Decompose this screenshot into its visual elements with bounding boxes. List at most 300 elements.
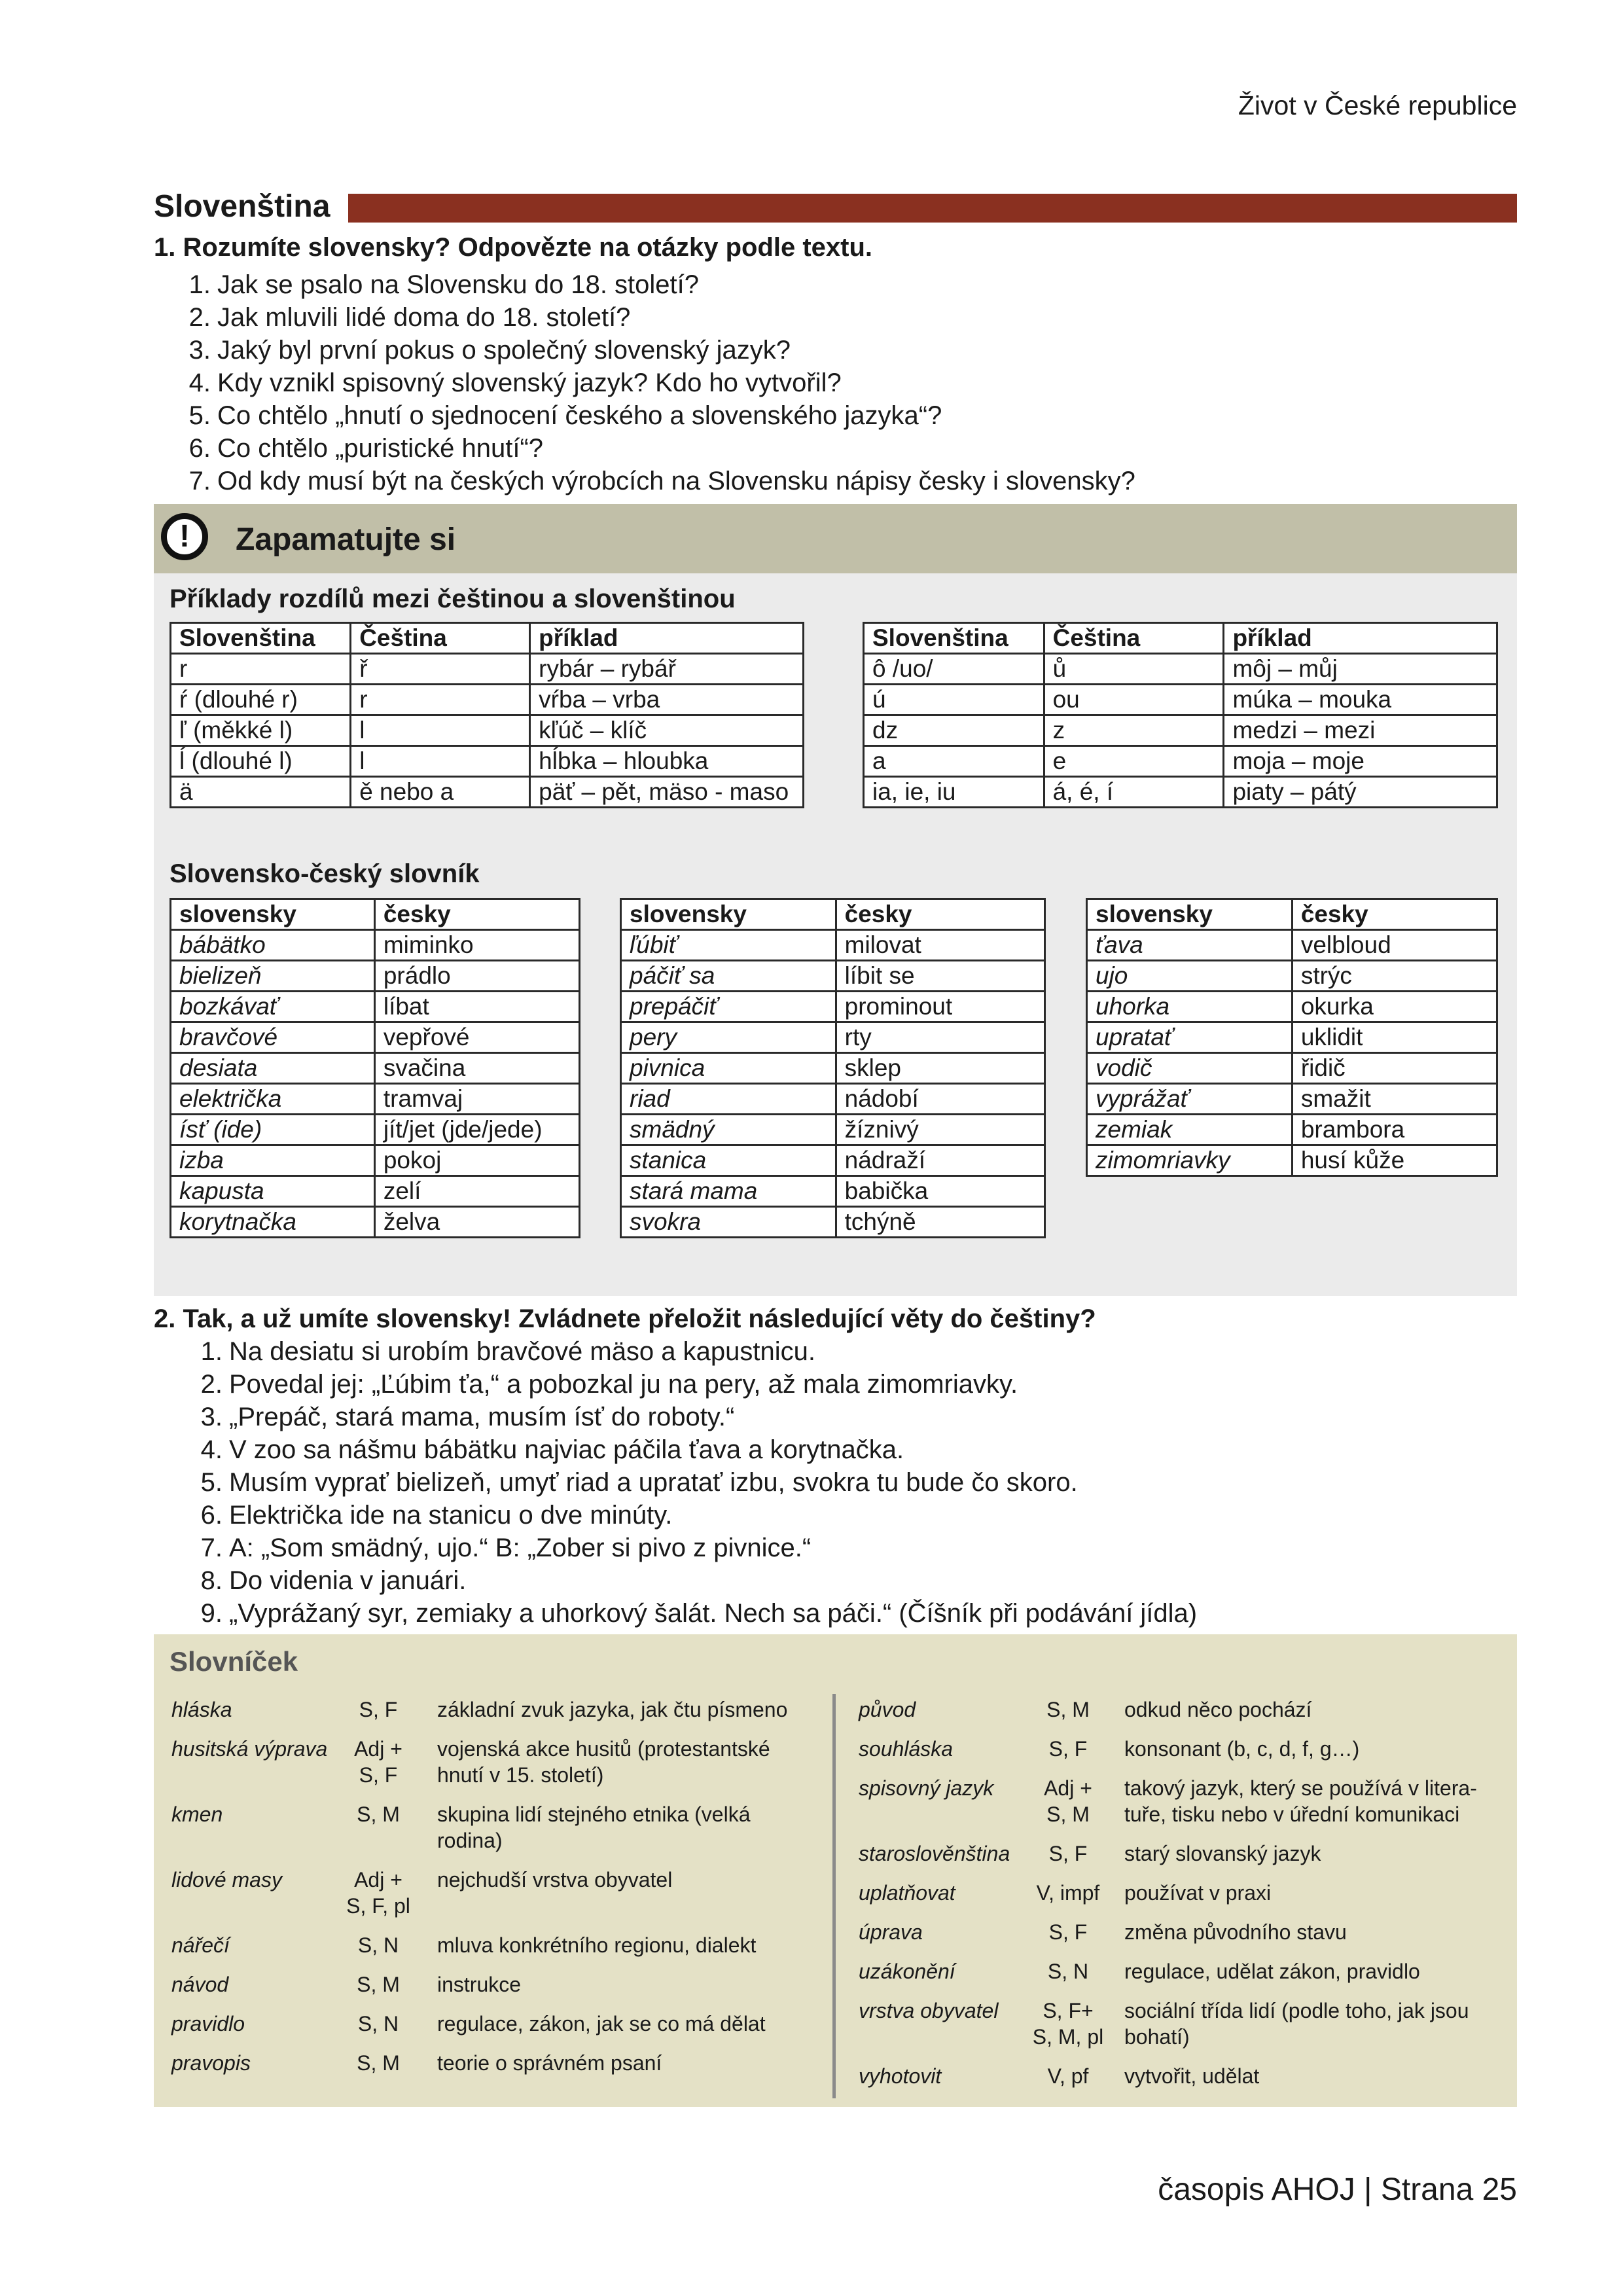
list-item [182, 268, 1135, 301]
table-row [1087, 1084, 1497, 1115]
grammar-line: S, M [357, 2051, 400, 2075]
table-cell: e [1044, 746, 1224, 777]
table-cell: ľ (měkké l) [171, 715, 351, 746]
table-cell: smädný [621, 1115, 836, 1145]
table-cell: ujo [1087, 961, 1293, 992]
table-row [864, 715, 1497, 746]
table-row [1087, 1053, 1497, 1084]
grammar-line: S, N [1047, 1960, 1089, 1983]
table-cell: hĺbka – hloubka [530, 746, 804, 777]
list-item [194, 1564, 1197, 1597]
table-cell: dz [864, 715, 1044, 746]
table-cell: moja – moje [1224, 746, 1497, 777]
table-cell: zimomriavky [1087, 1145, 1293, 1176]
list-item-number: 4. [188, 368, 211, 397]
list-item [182, 432, 1135, 465]
vocabulary-word: původ [859, 1698, 916, 1721]
vocabulary-definition [1124, 1958, 1517, 1984]
table-row [621, 1053, 1045, 1084]
table-row [171, 992, 580, 1022]
table-cell: kľúč – klíč [530, 715, 804, 746]
grammar-line: Adj + [1044, 1776, 1092, 1800]
vocabulary-definition [1124, 1998, 1517, 2050]
grammar-line: V, impf [1036, 1881, 1100, 1905]
table-cell: môj – můj [1224, 654, 1497, 685]
table-row [864, 654, 1497, 685]
column-header: česky [374, 899, 579, 930]
vocabulary-grammar [339, 1932, 418, 1958]
table-cell: r [171, 654, 351, 685]
definition-line: odkud něco pochází [1124, 1698, 1312, 1721]
table-cell: rybár – rybář [530, 654, 804, 685]
table-cell: svačina [374, 1053, 579, 1084]
grammar-line: S, F [359, 1698, 398, 1721]
vocabulary-grammar [339, 1736, 418, 1788]
table-row [1087, 930, 1497, 961]
table-cell: bozkávať [171, 992, 375, 1022]
dictionary-table-2 [620, 898, 1046, 1238]
table-cell: pivnica [621, 1053, 836, 1084]
table-row [171, 1207, 580, 1238]
list-item-text: Jak mluvili lidé doma do 18. století? [217, 303, 631, 332]
running-header: Život v České republice [1238, 90, 1517, 120]
table-row [171, 930, 580, 961]
table-cell: ísť (ide) [171, 1115, 375, 1145]
vocabulary-grammar [1029, 1998, 1107, 2050]
vocabulary-grammar [339, 1867, 418, 1919]
grammar-line: S, N [357, 2012, 399, 2036]
differences-title: Příklady rozdílů mezi češtinou a slovenštinou [169, 584, 736, 613]
page-footer [1158, 2172, 1517, 2208]
list-item [194, 1532, 1197, 1564]
vocabulary-definition [437, 1736, 804, 1788]
table-cell: okurka [1292, 992, 1497, 1022]
vocabulary-definition [437, 2011, 804, 2037]
table-cell: ř [351, 654, 530, 685]
list-item-text: V zoo sa nášmu bábätku najviac páčila ťava a korytnačka. [229, 1435, 904, 1464]
table-cell: vŕba – vrba [530, 685, 804, 715]
table-cell: babička [836, 1176, 1044, 1207]
vocabulary-word: vyhotovit [859, 2064, 942, 2088]
grammar-line: S, F [1048, 1737, 1088, 1761]
definition-line: bohatí) [1124, 2025, 1190, 2049]
vocabulary-definition [437, 1696, 804, 1723]
table-cell: smažit [1292, 1084, 1497, 1115]
table-cell: ô /uo/ [864, 654, 1044, 685]
table-cell: ě nebo a [351, 777, 530, 808]
column-header: slovensky [1087, 899, 1293, 930]
table-header-row [1087, 899, 1497, 930]
vocabulary-definition [437, 1867, 804, 1893]
vocabulary-grammar [1029, 1736, 1107, 1762]
vocabulary-word: husitská výprava [171, 1737, 328, 1761]
grammar-line: S, F, pl [346, 1894, 410, 1918]
list-item-number: 4. [200, 1435, 223, 1464]
list-item [194, 1466, 1197, 1499]
vocabulary-grammar [1029, 1775, 1107, 1827]
vocabulary-word: vrstva obyvatel [859, 1999, 999, 2022]
definition-line: skupina lidí stejného etnika (velká [437, 1803, 751, 1826]
definition-line: změna původního stavu [1124, 1920, 1347, 1944]
vocabulary-word: uzákonění [859, 1960, 955, 1983]
vocabulary-definition [1124, 2063, 1517, 2089]
table-cell: ľúbiť [621, 930, 836, 961]
table-cell: prominout [836, 992, 1044, 1022]
dictionary-table-3 [1086, 898, 1498, 1177]
definition-line: používat v praxi [1124, 1881, 1272, 1905]
list-item-number: 6. [188, 434, 211, 463]
column-header: česky [836, 899, 1044, 930]
grammar-line: S, F+ [1043, 1999, 1094, 2022]
list-item-text: „Prepáč, stará mama, musím ísť do roboty.“ [229, 1403, 735, 1431]
vocabulary-definition [1124, 1880, 1517, 1906]
list-item [194, 1368, 1197, 1401]
list-item-text: Na desiatu si urobím bravčové mäso a kapustnicu. [229, 1337, 815, 1366]
table-cell: ĺ (dlouhé l) [171, 746, 351, 777]
list-item-number: 1. [200, 1337, 223, 1366]
table-row [1087, 1145, 1497, 1176]
column-header: Slovenština [864, 623, 1044, 654]
magazine-name: časopis AHOJ [1158, 2172, 1355, 2207]
table-cell: nádobí [836, 1084, 1044, 1115]
vocabulary-word: nářečí [171, 1933, 230, 1957]
table-cell: tramvaj [374, 1084, 579, 1115]
definition-line: mluva konkrétního regionu, dialekt [437, 1933, 757, 1957]
table-header-row [171, 623, 804, 654]
definition-line: rodina) [437, 1829, 503, 1852]
table-cell: strýc [1292, 961, 1497, 992]
vocabulary-definition [1124, 1840, 1517, 1867]
grammar-line: S, F [1048, 1920, 1088, 1944]
vocabulary-grammar [1029, 1880, 1107, 1906]
table-cell: želva [374, 1207, 579, 1238]
list-item-text: A: „Som smädný, ujo.“ B: „Zober si pivo z pivnice.“ [229, 1534, 812, 1562]
exclamation-icon: ! [161, 513, 208, 560]
table-cell: uhorka [1087, 992, 1293, 1022]
list-item-text: Od kdy musí být na českých výrobcích na Slovensku nápisy česky i slovensky? [217, 467, 1135, 495]
vocabulary-word: hláska [171, 1698, 232, 1721]
vocabulary-word: pravidlo [171, 2012, 245, 2036]
list-item-text: Co chtělo „hnutí o sjednocení českého a slovenského jazyka“? [217, 401, 942, 430]
table-cell: ů [1044, 654, 1224, 685]
table-header-row [621, 899, 1045, 930]
table-header-row [171, 899, 580, 930]
table-row [171, 654, 804, 685]
table-cell: riad [621, 1084, 836, 1115]
table-cell: ä [171, 777, 351, 808]
list-item-number: 2. [200, 1370, 223, 1399]
vocabulary-definition [1124, 1696, 1517, 1723]
table-row [621, 1145, 1045, 1176]
table-header-row [864, 623, 1497, 654]
definition-line: základní zvuk jazyka, jak čtu písmeno [437, 1698, 788, 1721]
table-cell: stará mama [621, 1176, 836, 1207]
table-cell: l [351, 746, 530, 777]
definition-line: instrukce [437, 1973, 522, 1996]
table-cell: rty [836, 1022, 1044, 1053]
column-header: příklad [1224, 623, 1497, 654]
list-item-number: 6. [200, 1501, 223, 1530]
table-row [864, 685, 1497, 715]
table-row [1087, 1022, 1497, 1053]
table-cell: zemiak [1087, 1115, 1293, 1145]
grammar-line: S, M [1046, 1698, 1090, 1721]
vocabulary-word: úprava [859, 1920, 923, 1944]
table-cell: vyprážať [1087, 1084, 1293, 1115]
remember-title: Zapamatujte si [236, 522, 456, 557]
list-item [194, 1499, 1197, 1532]
table-row [1087, 961, 1497, 992]
table-cell: pery [621, 1022, 836, 1053]
vocabulary-word: pravopis [171, 2051, 251, 2075]
vocabulary-grammar [1029, 1696, 1107, 1723]
list-item-text: Električka ide na stanicu o dve minúty. [229, 1501, 673, 1530]
table-cell: ú [864, 685, 1044, 715]
vocabulary-grammar [339, 1801, 418, 1827]
vocabulary-grammar [1029, 1919, 1107, 1945]
table-row [864, 746, 1497, 777]
column-header: Čeština [351, 623, 530, 654]
list-item-text: „Vyprážaný syr, zemiaky a uhorkový šalát. Nech sa páči.“ (Číšník při podávání jídla) [229, 1599, 1198, 1628]
list-item [194, 1401, 1197, 1433]
table-row [171, 961, 580, 992]
table-cell: stanica [621, 1145, 836, 1176]
question2-list [194, 1335, 1197, 1630]
table-cell: jít/jet (jde/jede) [374, 1115, 579, 1145]
vocabulary-word: kmen [171, 1803, 223, 1826]
question1-heading: 1. Rozumíte slovensky? Odpovězte na otázky podle textu. [154, 233, 873, 262]
table-cell: prepáčiť [621, 992, 836, 1022]
grammar-line: Adj + [354, 1868, 402, 1892]
table-cell: upratať [1087, 1022, 1293, 1053]
table-cell: bielizeň [171, 961, 375, 992]
table-cell: milovat [836, 930, 1044, 961]
column-header: Slovenština [171, 623, 351, 654]
list-item [182, 301, 1135, 334]
list-item-number: 5. [200, 1468, 223, 1497]
definition-line: vytvořit, udělat [1124, 2064, 1260, 2088]
table-cell: líbat [374, 992, 579, 1022]
table-row [171, 1176, 580, 1207]
table-cell: bábätko [171, 930, 375, 961]
column-header: česky [1292, 899, 1497, 930]
grammar-line: S, M [357, 1973, 400, 1996]
list-item-text: Musím vyprať bielizeň, umyť riad a upratať izbu, svokra tu bude čo skoro. [229, 1468, 1078, 1497]
table-row [171, 1022, 580, 1053]
list-item-text: Kdy vznikl spisovný slovenský jazyk? Kdo ho vytvořil? [217, 368, 842, 397]
table-cell: piaty – pátý [1224, 777, 1497, 808]
differences-table-2 [863, 622, 1498, 808]
definition-line: takový jazyk, který se používá v litera- [1124, 1776, 1477, 1800]
vocabulary-word: souhláska [859, 1737, 954, 1761]
vocabulary-definition [437, 1932, 804, 1958]
column-header: příklad [530, 623, 804, 654]
table-row [864, 777, 1497, 808]
table-cell: pokoj [374, 1145, 579, 1176]
table-row [171, 1145, 580, 1176]
table-cell: vodič [1087, 1053, 1293, 1084]
list-item-text: Jaký byl první pokus o společný slovenský jazyk? [217, 336, 791, 365]
table-row [621, 1022, 1045, 1053]
list-item-number: 2. [188, 303, 211, 332]
table-cell: velbloud [1292, 930, 1497, 961]
table-cell: a [864, 746, 1044, 777]
grammar-line: S, M [357, 1803, 400, 1826]
list-item-text: Jak se psalo na Slovensku do 18. století? [217, 270, 700, 299]
column-header: slovensky [171, 899, 375, 930]
table-row [171, 685, 804, 715]
vocabulary-word: lidové masy [171, 1868, 282, 1892]
section-title: Slovenština [154, 189, 330, 224]
column-header: Čeština [1044, 623, 1224, 654]
vocabulary-word: návod [171, 1973, 229, 1996]
table-cell: ťava [1087, 930, 1293, 961]
list-item-number: 1. [188, 270, 211, 299]
table-row [171, 777, 804, 808]
vocabulary-word: spisovný jazyk [859, 1776, 994, 1800]
dictionary-title: Slovensko-český slovník [169, 859, 480, 888]
table-cell: prádlo [374, 961, 579, 992]
vocabulary-title: Slovníček [169, 1646, 298, 1677]
table-row [621, 930, 1045, 961]
table-cell: múka – mouka [1224, 685, 1497, 715]
vocabulary-word: uplatňovat [859, 1881, 955, 1905]
vocabulary-grammar [339, 2011, 418, 2037]
definition-line: sociální třída lidí (podle toho, jak jsou [1124, 1999, 1469, 2022]
table-cell: korytnačka [171, 1207, 375, 1238]
table-cell: nádraží [836, 1145, 1044, 1176]
grammar-line: Adj + [354, 1737, 402, 1761]
definition-line: teorie o správném psaní [437, 2051, 662, 2075]
column-header: slovensky [621, 899, 836, 930]
definition-line: regulace, zákon, jak se co má dělat [437, 2012, 766, 2036]
table-cell: električka [171, 1084, 375, 1115]
vocabulary-definition [437, 1971, 804, 1998]
table-row [171, 1084, 580, 1115]
list-item [194, 1597, 1197, 1630]
list-item [182, 465, 1135, 497]
table-cell: vepřové [374, 1022, 579, 1053]
vocabulary-column-divider [832, 1694, 836, 2098]
table-cell: r [351, 685, 530, 715]
definition-line: vojenská akce husitů (protestantské [437, 1737, 770, 1761]
differences-table-1 [169, 622, 804, 808]
list-item-number: 3. [200, 1403, 223, 1431]
vocabulary-grammar [1029, 2063, 1107, 2089]
question1-list [182, 268, 1135, 497]
definition-line: regulace, udělat zákon, pravidlo [1124, 1960, 1420, 1983]
table-cell: uklidit [1292, 1022, 1497, 1053]
section-title-bar [348, 194, 1517, 223]
grammar-line: S, F [359, 1763, 398, 1787]
definition-line: konsonant (b, c, d, f, g…) [1124, 1737, 1360, 1761]
table-cell: á, é, í [1044, 777, 1224, 808]
vocabulary-definition [437, 1801, 804, 1854]
table-cell: žíznivý [836, 1115, 1044, 1145]
table-row [621, 1207, 1045, 1238]
list-item-number: 9. [200, 1599, 223, 1628]
table-cell: svokra [621, 1207, 836, 1238]
table-cell: miminko [374, 930, 579, 961]
table-cell: zelí [374, 1176, 579, 1207]
vocabulary-grammar [1029, 1958, 1107, 1984]
grammar-line: S, N [357, 1933, 399, 1957]
table-cell: izba [171, 1145, 375, 1176]
list-item [182, 367, 1135, 399]
list-item-number: 3. [188, 336, 211, 365]
dictionary-table-1 [169, 898, 580, 1238]
table-cell: ou [1044, 685, 1224, 715]
table-cell: bravčové [171, 1022, 375, 1053]
list-item-text: Co chtělo „puristické hnutí“? [217, 434, 544, 463]
page-number: 25 [1482, 2172, 1517, 2207]
table-row [621, 992, 1045, 1022]
list-item [182, 399, 1135, 432]
vocabulary-grammar [339, 2050, 418, 2076]
table-row [621, 1176, 1045, 1207]
table-cell: desiata [171, 1053, 375, 1084]
table-cell: brambora [1292, 1115, 1497, 1145]
list-item-number: 5. [188, 401, 211, 430]
grammar-line: S, M [1046, 1803, 1090, 1826]
definition-line: nejchudší vrstva obyvatel [437, 1868, 673, 1892]
page-label: Strana [1380, 2172, 1474, 2207]
table-cell: husí kůže [1292, 1145, 1497, 1176]
table-cell: päť – pět, mäso - maso [530, 777, 804, 808]
table-cell: medzi – mezi [1224, 715, 1497, 746]
table-row [171, 1115, 580, 1145]
definition-line: starý slovanský jazyk [1124, 1842, 1321, 1865]
list-item-number: 7. [188, 467, 211, 495]
table-cell: z [1044, 715, 1224, 746]
vocabulary-definition [1124, 1775, 1517, 1827]
list-item-number: 7. [200, 1534, 223, 1562]
vocabulary-word: staroslověnština [859, 1842, 1010, 1865]
table-row [621, 1115, 1045, 1145]
grammar-line: S, F [1048, 1842, 1088, 1865]
table-cell: páčiť sa [621, 961, 836, 992]
table-row [621, 961, 1045, 992]
table-row [171, 715, 804, 746]
table-row [171, 1053, 580, 1084]
vocabulary-definition [1124, 1736, 1517, 1762]
question2-heading: 2. Tak, a už umíte slovensky! Zvládnete přeložit následující věty do češtiny? [154, 1304, 1096, 1333]
table-row [621, 1084, 1045, 1115]
table-cell: řidič [1292, 1053, 1497, 1084]
footer-separator: | [1364, 2172, 1372, 2207]
table-row [171, 746, 804, 777]
list-item-number: 8. [200, 1566, 223, 1595]
table-row [1087, 992, 1497, 1022]
vocabulary-definition [437, 2050, 804, 2076]
table-cell: l [351, 715, 530, 746]
list-item [194, 1335, 1197, 1368]
vocabulary-grammar [339, 1696, 418, 1723]
vocabulary-grammar [339, 1971, 418, 1998]
definition-line: hnutí v 15. století) [437, 1763, 604, 1787]
list-item [194, 1433, 1197, 1466]
vocabulary-definition [1124, 1919, 1517, 1945]
vocabulary-grammar [1029, 1840, 1107, 1867]
list-item [182, 334, 1135, 367]
list-item-text: Do videnia v januári. [229, 1566, 467, 1595]
table-cell: líbit se [836, 961, 1044, 992]
table-cell: kapusta [171, 1176, 375, 1207]
table-cell: ia, ie, iu [864, 777, 1044, 808]
list-item-text: Povedal jej: „Ľúbim ťa,“ a pobozkal ju na pery, až mala zimomriavky. [229, 1370, 1018, 1399]
table-cell: ŕ (dlouhé r) [171, 685, 351, 715]
table-cell: sklep [836, 1053, 1044, 1084]
